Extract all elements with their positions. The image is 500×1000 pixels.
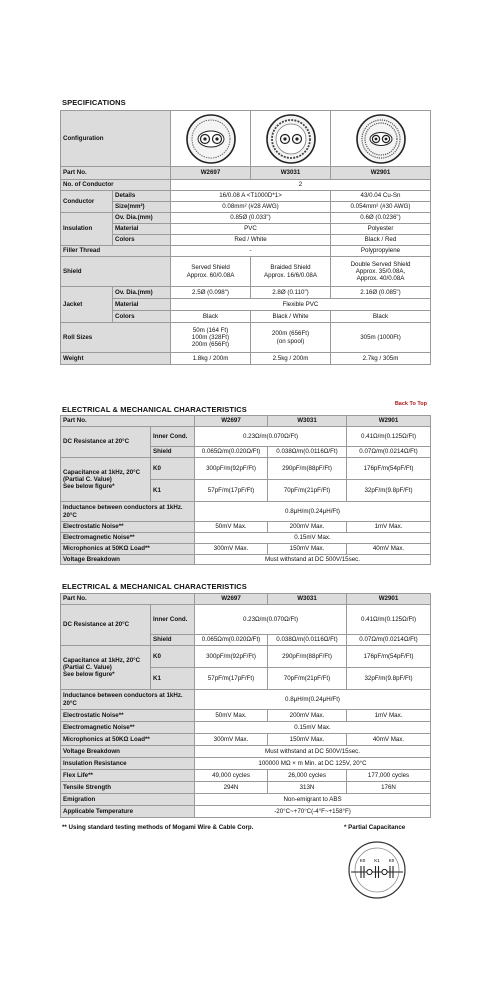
e2-inner-w2901: 0.41Ω/m(0.125Ω/Ft) [347, 605, 431, 635]
e2-cap-title: Capacitance at 1kHz, 20°C [63, 656, 141, 664]
ins-ovdia-label: Ov. Dia.(mm) [113, 213, 171, 224]
details-w2697-w3031: 16/0.08 A <T1000D*1> [171, 191, 331, 202]
e1-inner-w2901: 0.41Ω/m(0.125Ω/Ft) [347, 427, 431, 447]
e1-shield-w2697: 0.065Ω/m(0.020Ω/Ft) [195, 447, 268, 458]
e2-k0-label: K0 [151, 646, 195, 668]
e2-estatic-w3031: 200mV Max. [268, 710, 347, 722]
roll-w3031-line-1: 200m (656Ft) [271, 330, 310, 338]
e2-insres: 100000 MΩ × m Min. at DC 125V, 20°C [195, 758, 431, 770]
e1-shield-w3031: 0.038Ω/m(0.0116Ω/Ft) [268, 447, 347, 458]
e2-micro-label: Microphonics at 50KΩ Load** [61, 734, 195, 746]
jacket-material: Flexible PVC [171, 299, 431, 311]
e2-micro-w2697: 300mV Max. [195, 734, 268, 746]
e2-part-w2697: W2697 [195, 594, 268, 605]
shield-w3031-line-2: Approx. 16/6/0.08A [264, 271, 317, 279]
size-w2901: 0.054mm² (#30 AWG) [331, 202, 431, 213]
e1-part-no-label: Part No. [61, 416, 195, 427]
electrical-table-2 [60, 593, 431, 818]
size-label: Size(mm²) [113, 202, 171, 213]
e2-shield-label: Shield [151, 635, 195, 646]
filler-w2901: Polypropylene [331, 246, 431, 257]
shield-w2697-line-1: Served Shield [191, 264, 230, 272]
roll-sizes-label: Roll Sizes [61, 323, 171, 353]
shield-w2697-line-2: Approx. 60/0.08A [186, 271, 235, 279]
e2-tensile-w2901: 176N [347, 782, 431, 794]
e2-flex-label: Flex Life** [61, 770, 195, 782]
roll-w2697 [171, 323, 251, 353]
e1-shield-label: Shield [151, 447, 195, 458]
ins-material-label: Material [113, 224, 171, 235]
specifications-table [60, 110, 431, 365]
e2-flex-w3031: 26,000 cycles [268, 770, 347, 782]
shield-w2901-line-2: Approx. 35/0.08A, [355, 267, 406, 275]
e2-shield-w2901: 0.07Ω/m(0.0214Ω/Ft) [347, 635, 431, 646]
ins-material-w2901: Polyester [331, 224, 431, 235]
e2-tensile-label: Tensile Strength [61, 782, 195, 794]
e2-temp-label: Applicable Temperature [61, 806, 195, 818]
e1-cap-sub: (Partial C. Value) [63, 475, 112, 483]
shield-w2901 [331, 257, 431, 287]
part-no-w2697: W2697 [171, 167, 251, 180]
e1-estatic-label: Electrostatic Noise** [61, 522, 195, 533]
e1-volt-label: Voltage Breakdown [61, 555, 195, 565]
e1-induct-label: Inductance between conductors at 1kHz. 20°C [61, 502, 195, 522]
e1-part-w3031: W3031 [268, 416, 347, 427]
e1-inner-label: Inner Cond. [151, 427, 195, 447]
e2-cap-sub: (Partial C. Value) [63, 663, 112, 671]
e2-insres-label: Insulation Resistance [61, 758, 195, 770]
e2-k0-w2901: 176pF/m(54pF/Ft) [347, 646, 431, 668]
diagram-label-k1: K1 [374, 858, 380, 863]
shield-w2901-line-3: Approx. 40/0.08A [356, 275, 405, 283]
weight-label: Weight [61, 353, 171, 365]
ins-material-w2697-w3031: PVC [171, 224, 331, 235]
e2-emig: Non-emigrant to ABS [195, 794, 431, 806]
jacket-label: Jacket [61, 287, 113, 323]
e2-emag: 0.15mV Max. [195, 722, 431, 734]
e1-part-w2901: W2901 [347, 416, 431, 427]
e2-inner-label: Inner Cond. [151, 605, 195, 635]
e1-dcr-label: DC Resistance at 20°C [61, 427, 151, 458]
e2-part-no-label: Part No. [61, 594, 195, 605]
back-to-top-link[interactable]: Back To Top [394, 401, 427, 407]
diagram-label-k0-left: K0 [359, 858, 366, 863]
shield-w2697 [171, 257, 251, 287]
e1-cap-label [61, 458, 151, 502]
e1-cap-sub2: See below figure* [63, 483, 115, 491]
filler-label: Filler Thread [61, 246, 171, 257]
e2-estatic-label: Electrostatic Noise** [61, 710, 195, 722]
weight-w2697: 1.8kg / 200m [171, 353, 251, 365]
e1-k1-w2697: 57pF/m(17pF/Ft) [195, 480, 268, 502]
jacket-colors-w2901: Black [331, 311, 431, 323]
cross-section-w2697 [171, 111, 251, 167]
conductor-label: Conductor [61, 191, 113, 213]
e2-k1-label: K1 [151, 668, 195, 690]
roll-w2697-line-2: 100m (328Ft) [191, 333, 230, 341]
e1-k0-w2901: 176pF/m(54pF/Ft) [347, 458, 431, 480]
specifications-title: SPECIFICATIONS [62, 98, 126, 107]
e2-emag-label: Electromagnetic Noise** [61, 722, 195, 734]
e2-temp: -20°C~+70°C(-4°F~+158°F) [195, 806, 431, 818]
e2-volt-label: Voltage Breakdown [61, 746, 195, 758]
e2-inner-w2697-w3031: 0.23Ω/m(0.070Ω/Ft) [195, 605, 347, 635]
e2-k1-w2697: 57pF/m(17pF/Ft) [195, 668, 268, 690]
e2-shield-w2697: 0.065Ω/m(0.020Ω/Ft) [195, 635, 268, 646]
e2-induct-label: Inductance between conductors at 1kHz. 20°C [61, 690, 195, 710]
shield-label: Shield [61, 257, 171, 287]
ins-ovdia-w2697-w3031: 0.85Ø (0.033") [171, 213, 331, 224]
filler-w2697-w3031: - [171, 246, 331, 257]
e1-induct: 0.8μH/m(0.24μH/Ft) [195, 502, 431, 522]
e2-estatic-w2901: 1mV Max. [347, 710, 431, 722]
e2-shield-w3031: 0.038Ω/m(0.0116Ω/Ft) [268, 635, 347, 646]
e1-k1-w2901: 32pF/m(9.8pF/Ft) [347, 480, 431, 502]
conductor-count-value: 2 [171, 180, 431, 191]
cross-section-w2901 [331, 111, 431, 167]
e2-k1-w2901: 32pF/m(9.8pF/Ft) [347, 668, 431, 690]
roll-w2697-line-1: 50m (164 Ft) [192, 326, 229, 334]
conductor-count-label: No. of Conductor [61, 180, 171, 191]
e1-k0-w3031: 290pF/m(88pF/Ft) [268, 458, 347, 480]
part-no-label: Part No. [61, 167, 171, 180]
e1-volt: Must withstand at DC 500V/15sec. [195, 555, 431, 565]
e2-micro-w2901: 40mV Max. [347, 734, 431, 746]
ins-colors-label: Colors [113, 235, 171, 246]
e2-part-w2901: W2901 [347, 594, 431, 605]
e1-inner-w2697-w3031: 0.23Ω/m(0.070Ω/Ft) [195, 427, 347, 447]
weight-w3031: 2.5kg / 200m [251, 353, 331, 365]
e2-k1-w3031: 70pF/m(21pF/Ft) [268, 668, 347, 690]
jacket-ovdia-w3031: 2.8Ø (0.110") [251, 287, 331, 299]
jacket-colors-w2697: Black [171, 311, 251, 323]
e1-shield-w2901: 0.07Ω/m(0.0214Ω/Ft) [347, 447, 431, 458]
e1-k0-w2697: 300pF/m(92pF/Ft) [195, 458, 268, 480]
jacket-colors-w3031: Black / White [251, 311, 331, 323]
jacket-ovdia-w2697: 2.5Ø (0.098") [171, 287, 251, 299]
e2-emig-label: Emigration [61, 794, 195, 806]
jacket-ovdia-label: Ov. Dia.(mm) [113, 287, 171, 299]
e1-micro-label: Microphonics at 50KΩ Load** [61, 544, 195, 555]
e1-part-w2697: W2697 [195, 416, 268, 427]
jacket-ovdia-w2901: 2.16Ø (0.085") [331, 287, 431, 299]
roll-w3031-line-2: (on spool) [276, 337, 305, 345]
e2-micro-w3031: 150mV Max. [268, 734, 347, 746]
shield-w3031 [251, 257, 331, 287]
electrical-title-2: ELECTRICAL & MECHANICAL CHARACTERISTICS [62, 582, 247, 591]
e2-tensile-w2697: 294N [195, 782, 268, 794]
e1-estatic-w2697: 50mV Max. [195, 522, 268, 533]
electrical-title-1: ELECTRICAL & MECHANICAL CHARACTERISTICS [62, 405, 247, 414]
size-w2697-w3031: 0.08mm² (#28 AWG) [171, 202, 331, 213]
e1-emag: 0.15mV Max. [195, 533, 431, 544]
roll-w3031 [251, 323, 331, 353]
roll-w2901: 305m (1000Ft) [331, 323, 431, 353]
e1-k1-label: K1 [151, 480, 195, 502]
shield-w2901-line-1: Double Served Shield [350, 260, 411, 268]
e2-dcr-label: DC Resistance at 20°C [61, 605, 151, 646]
e2-cap-label [61, 646, 151, 690]
ins-colors-w2901: Black / Red [331, 235, 431, 246]
cross-section-w3031 [251, 111, 331, 167]
jacket-colors-label: Colors [113, 311, 171, 323]
e2-part-w3031: W3031 [268, 594, 347, 605]
e2-flex-w2697: 49,000 cycles [195, 770, 268, 782]
configuration-label: Configuration [61, 111, 171, 167]
e2-induct: 0.8μH/m(0.24μH/Ft) [195, 690, 431, 710]
details-label: Details [113, 191, 171, 202]
e2-estatic-w2697: 50mV Max. [195, 710, 268, 722]
e2-k0-w3031: 290pF/m(88pF/Ft) [268, 646, 347, 668]
e2-cap-sub2: See below figure* [63, 671, 115, 679]
part-no-w2901: W2901 [331, 167, 431, 180]
roll-w2697-line-3: 200m (656Ft) [191, 341, 230, 349]
e2-flex-w2901: 177,000 cycles [347, 770, 431, 782]
part-no-w3031: W3031 [251, 167, 331, 180]
e2-tensile-w3031: 313N [268, 782, 347, 794]
shield-w3031-line-1: Braided Shield [270, 264, 311, 272]
e1-emag-label: Electromagnetic Noise** [61, 533, 195, 544]
electrical-table-1 [60, 415, 431, 565]
insulation-label: Insulation [61, 213, 113, 246]
jacket-material-label: Material [113, 299, 171, 311]
diagram-label-k0-right: K0 [388, 858, 395, 863]
ins-ovdia-w2901: 0.6Ø (0.0236") [331, 213, 431, 224]
partial-capacitance-diagram [345, 838, 409, 902]
e2-volt: Must withstand at DC 500V/15sec. [195, 746, 431, 758]
e1-cap-title: Capacitance at 1kHz, 20°C [63, 468, 141, 476]
partial-capacitance-note: * Partial Capacitance [344, 824, 406, 831]
e1-estatic-w3031: 200mV Max. [268, 522, 347, 533]
e1-k0-label: K0 [151, 458, 195, 480]
e1-estatic-w2901: 1mV Max. [347, 522, 431, 533]
footnote-testing-methods: ** Using standard testing methods of Mogami Wire & Cable Corp. [62, 824, 254, 831]
e1-micro-w2901: 40mV Max. [347, 544, 431, 555]
e1-micro-w2697: 300mV Max. [195, 544, 268, 555]
e1-k1-w3031: 70pF/m(21pF/Ft) [268, 480, 347, 502]
e1-micro-w3031: 150mV Max. [268, 544, 347, 555]
weight-w2901: 2.7kg / 305m [331, 353, 431, 365]
details-w2901: 43/0.04 Cu-Sn [331, 191, 431, 202]
ins-colors-w2697-w3031: Red / White [171, 235, 331, 246]
e2-k0-w2697: 300pF/m(92pF/Ft) [195, 646, 268, 668]
